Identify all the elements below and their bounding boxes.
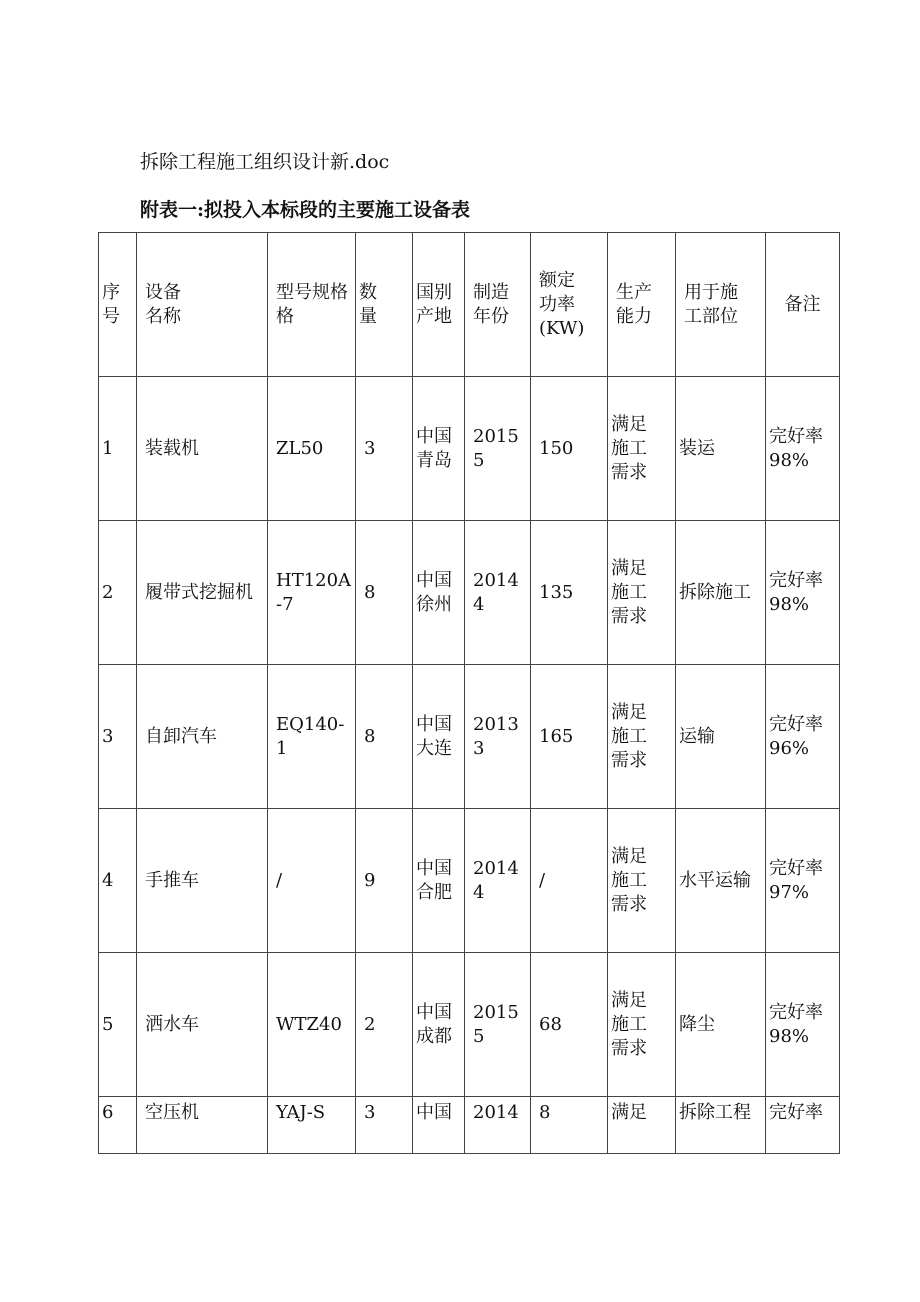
cell-capacity: 满足 施工 需求 xyxy=(608,953,676,1097)
cell-origin: 中国 青岛 xyxy=(413,377,465,521)
cell-no: 4 xyxy=(99,809,137,953)
table-row xyxy=(99,377,840,521)
cell-origin: 中国 xyxy=(413,1097,465,1154)
cell-note: 完好率 xyxy=(766,1097,840,1154)
cell-name: 空压机 xyxy=(137,1097,268,1154)
cell-power: 150 xyxy=(531,377,608,521)
header-note: 备注 xyxy=(766,233,840,377)
cell-note: 完好率 98% xyxy=(766,377,840,521)
cell-model: WTZ40 xyxy=(268,953,356,1097)
header-qty: 数 量 xyxy=(356,233,413,377)
cell-note: 完好率 96% xyxy=(766,665,840,809)
cell-origin: 中国 大连 xyxy=(413,665,465,809)
table-row xyxy=(99,521,840,665)
cell-no: 1 xyxy=(99,377,137,521)
cell-usage: 水平运输 xyxy=(676,809,766,953)
table-caption: 附表一:拟投入本标段的主要施工设备表 xyxy=(140,199,471,221)
cell-power: 135 xyxy=(531,521,608,665)
cell-no: 6 xyxy=(99,1097,137,1154)
table-row xyxy=(99,665,840,809)
cell-year: 2015 5 xyxy=(465,953,531,1097)
cell-capacity: 满足 施工 需求 xyxy=(608,809,676,953)
table-row xyxy=(99,809,840,953)
cell-qty: 8 xyxy=(356,521,413,665)
cell-capacity: 满足 xyxy=(608,1097,676,1154)
cell-qty: 3 xyxy=(356,377,413,521)
table-header-row xyxy=(99,233,840,377)
cell-name: 履带式挖掘机 xyxy=(137,521,268,665)
cell-note: 完好率 97% xyxy=(766,809,840,953)
cell-qty: 9 xyxy=(356,809,413,953)
cell-usage: 装运 xyxy=(676,377,766,521)
header-name: 设备 名称 xyxy=(137,233,268,377)
cell-power: 8 xyxy=(531,1097,608,1154)
cell-capacity: 满足 施工 需求 xyxy=(608,521,676,665)
cell-note: 完好率 98% xyxy=(766,953,840,1097)
table-row xyxy=(99,953,840,1097)
cell-usage: 拆除工程 xyxy=(676,1097,766,1154)
cell-year: 2014 4 xyxy=(465,809,531,953)
cell-power: 165 xyxy=(531,665,608,809)
cell-model: EQ140-1 xyxy=(268,665,356,809)
cell-no: 3 xyxy=(99,665,137,809)
header-origin: 国别 产地 xyxy=(413,233,465,377)
document-title: 拆除工程施工组织设计新.doc xyxy=(140,151,390,173)
header-year: 制造 年份 xyxy=(465,233,531,377)
cell-capacity: 满足 施工 需求 xyxy=(608,665,676,809)
cell-model: ZL50 xyxy=(268,377,356,521)
cell-usage: 运输 xyxy=(676,665,766,809)
table-row xyxy=(99,1097,840,1154)
cell-name: 装载机 xyxy=(137,377,268,521)
cell-power: 68 xyxy=(531,953,608,1097)
cell-power: / xyxy=(531,809,608,953)
cell-year: 2013 3 xyxy=(465,665,531,809)
header-no: 序 号 xyxy=(99,233,137,377)
cell-no: 2 xyxy=(99,521,137,665)
cell-year: 2014 4 xyxy=(465,521,531,665)
cell-model: HT120A-7 xyxy=(268,521,356,665)
cell-year: 2015 5 xyxy=(465,377,531,521)
cell-origin: 中国 合肥 xyxy=(413,809,465,953)
cell-qty: 2 xyxy=(356,953,413,1097)
cell-origin: 中国 徐州 xyxy=(413,521,465,665)
cell-year: 2014 xyxy=(465,1097,531,1154)
cell-model: / xyxy=(268,809,356,953)
cell-usage: 降尘 xyxy=(676,953,766,1097)
cell-name: 手推车 xyxy=(137,809,268,953)
cell-note: 完好率 98% xyxy=(766,521,840,665)
cell-qty: 8 xyxy=(356,665,413,809)
cell-model: YAJ-S xyxy=(268,1097,356,1154)
header-model: 型号规格 格 xyxy=(268,233,356,377)
cell-origin: 中国 成都 xyxy=(413,953,465,1097)
equipment-table xyxy=(98,232,840,1154)
cell-usage: 拆除施工 xyxy=(676,521,766,665)
cell-name: 自卸汽车 xyxy=(137,665,268,809)
cell-qty: 3 xyxy=(356,1097,413,1154)
cell-name: 洒水车 xyxy=(137,953,268,1097)
header-usage: 用于施 工部位 xyxy=(676,233,766,377)
cell-no: 5 xyxy=(99,953,137,1097)
header-capacity: 生产 能力 xyxy=(608,233,676,377)
header-power: 额定 功率 (KW) xyxy=(531,233,608,377)
cell-capacity: 满足 施工 需求 xyxy=(608,377,676,521)
